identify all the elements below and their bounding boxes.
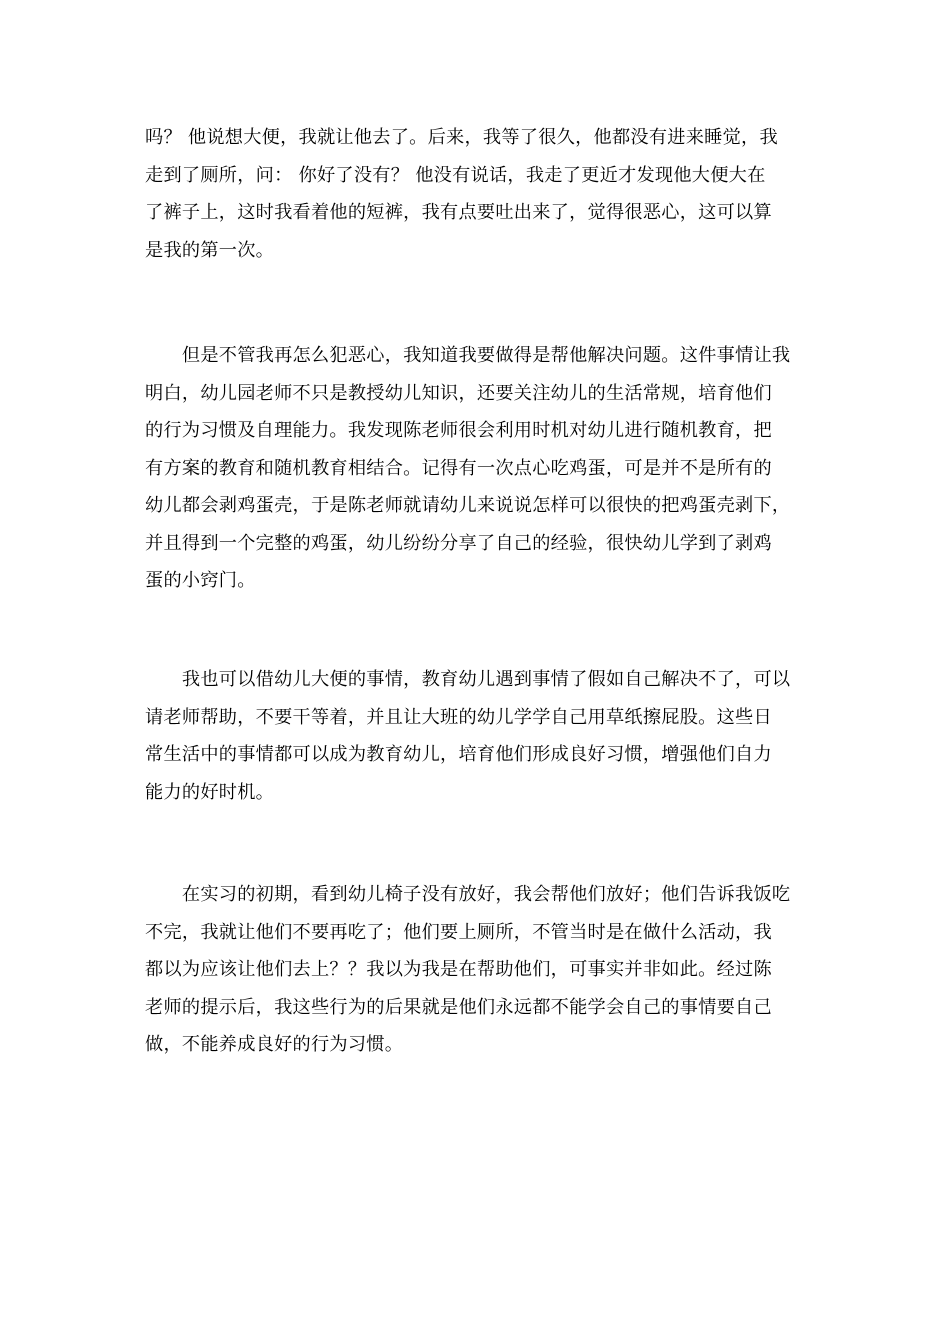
paragraph-2 — [145, 337, 815, 600]
paragraph-line: 明白，幼儿园老师不只是教授幼儿知识，还要关注幼儿的生活常规，培育他们 — [145, 382, 772, 404]
paragraph-line: 的行为习惯及自理能力。我发现陈老师很会利用时机对幼儿进行随机教育，把 — [145, 420, 772, 441]
paragraph-line: 幼儿都会剥鸡蛋壳，于是陈老师就请幼儿来说说怎样可以很快的把鸡蛋壳剥下， — [145, 495, 791, 516]
paragraph-line: 都以为应该让他们去上？？我以为我是在帮助他们，可事实并非如此。经过陈 — [145, 959, 772, 980]
paragraph-line: 是我的第一次。 — [145, 239, 275, 261]
paragraph-line: 我也可以借幼儿大便的事情，教育幼儿遇到事情了假如自己解决不了，可以 — [145, 669, 791, 690]
paragraph-line: 老师的提示后，我这些行为的后果就是他们永远都不能学会自己的事情要自己 — [145, 996, 772, 1018]
paragraph-4 — [145, 876, 815, 1064]
paragraph-line: 能力的好时机。 — [145, 781, 275, 803]
paragraph-line: 请老师帮助，不要干等着，并且让大班的幼儿学学自己用草纸擦屁股。这些日 — [145, 706, 772, 728]
paragraph-line: 但是不管我再怎么犯恶心，我知道我要做得是帮他解决问题。这件事情让我 — [145, 345, 791, 366]
paragraph-line: 不完，我就让他们不要再吃了；他们要上厕所，不管当时是在做什么活动，我 — [145, 921, 772, 943]
paragraph-line: 有方案的教育和随机教育相结合。记得有一次点心吃鸡蛋，可是并不是所有的 — [145, 457, 772, 479]
paragraph-line: 并且得到一个完整的鸡蛋，幼儿纷纷分享了自己的经验，很快幼儿学到了剥鸡 — [145, 532, 772, 554]
paragraph-1 — [145, 119, 815, 269]
paragraph-line: 做，不能养成良好的行为习惯。 — [145, 1034, 404, 1055]
paragraph-line: 蛋的小窍门。 — [145, 570, 256, 591]
paragraph-line: 在实习的初期，看到幼儿椅子没有放好，我会帮他们放好；他们告诉我饭吃 — [145, 884, 791, 905]
paragraph-line: 常生活中的事情都可以成为教育幼儿，培育他们形成良好习惯，增强他们自力 — [145, 744, 772, 765]
paragraph-line: 了裤子上，这时我看着他的短裤，我有点要吐出来了，觉得很恶心，这可以算 — [145, 202, 772, 223]
paragraph-line: 吗？ 他说想大便，我就让他去了。后来，我等了很久，他都没有进来睡觉，我 — [145, 127, 778, 148]
paragraph-line: 走到了厕所，问： 你好了没有？ 他没有说话，我走了更近才发现他大便大在 — [145, 164, 766, 186]
paragraph-3 — [145, 661, 815, 811]
